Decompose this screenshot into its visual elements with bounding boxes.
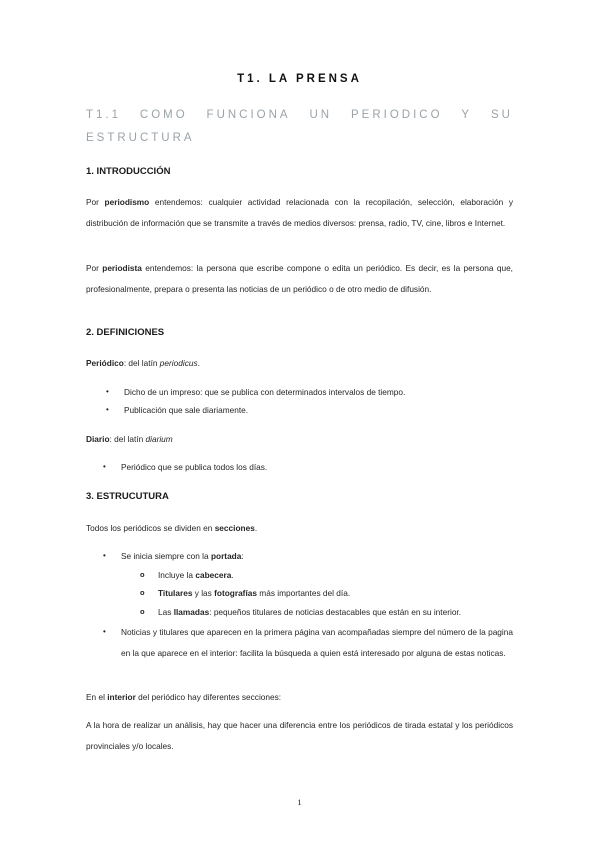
term-titulares: Titulares xyxy=(158,588,193,598)
section-heading-definiciones: 2. DEFINICIONES xyxy=(86,327,165,338)
text-run: : pequeños titulares de noticias destacables que están en su interior. xyxy=(209,607,462,617)
paragraph-periodismo xyxy=(86,192,513,234)
term-interior: interior xyxy=(107,692,136,702)
subtitle-word: SU xyxy=(490,109,513,121)
sub-list-item-titulares xyxy=(158,588,350,598)
text-run: : xyxy=(241,551,244,561)
term-llamadas: llamadas xyxy=(173,607,210,617)
subtitle-word: Y xyxy=(461,109,473,121)
section-heading-introduccion: 1. INTRODUCCIÓN xyxy=(86,166,171,177)
bullet-icon: • xyxy=(106,405,109,414)
definition-diario xyxy=(86,434,173,444)
page-number: 1 xyxy=(297,797,302,807)
text-run: entendemos: cualquier actividad relacionada con la recopilación, selección, elaboración y distribución de información que se transmite a través de medios diversos: prensa, radio, TV, cine, libros e Internet. xyxy=(86,197,513,228)
paragraph-secciones xyxy=(86,523,257,533)
term-portada: portada xyxy=(210,551,242,561)
subtitle-line-1 xyxy=(86,109,513,121)
text-run: Incluye la xyxy=(158,570,196,580)
sub-list-item-llamadas xyxy=(158,607,461,617)
text-run: Por xyxy=(86,197,105,207)
list-item: Publicación que sale diariamente. xyxy=(124,405,249,415)
circle-bullet-icon: o xyxy=(140,570,145,579)
text-run: En el xyxy=(86,692,108,702)
text-run: : del latín xyxy=(109,434,146,444)
bullet-icon: • xyxy=(103,551,106,560)
text-run: del periódico hay diferentes secciones: xyxy=(135,692,282,702)
term-diario: Diario xyxy=(86,434,110,444)
paragraph-analisis: A la hora de realizar un análisis, hay que hacer una diferencia entre los periódicos de tirada estatal y los periódicos provinciales y/o locales. xyxy=(86,720,513,751)
term-periodismo: periodismo xyxy=(104,197,150,207)
paragraph-interior xyxy=(86,692,281,702)
latin-term: periodicus xyxy=(159,358,198,368)
list-item-noticias: Noticias y titulares que aparecen en la primera página van acompañadas siempre del número de la pagina en la que aparece en el interior: facilita la búsqueda a quien está interesado por alguna de estas noticas. xyxy=(121,627,513,658)
subtitle-word: PERIODICO xyxy=(350,109,443,121)
subtitle-word: T1.1 xyxy=(86,109,122,121)
page-title: T1. LA PRENSA xyxy=(237,73,362,85)
list-item-portada xyxy=(121,551,244,561)
text-run: Se inicia siempre con la xyxy=(121,551,211,561)
term-cabecera: cabecera xyxy=(195,570,232,580)
text-run: Las xyxy=(158,607,174,617)
circle-bullet-icon: o xyxy=(140,607,145,616)
text-run: : del latín xyxy=(123,358,160,368)
subtitle-word: COMO xyxy=(139,109,188,121)
bullet-icon: • xyxy=(106,387,109,396)
text-run: Por xyxy=(86,263,103,273)
definition-periodico xyxy=(86,358,200,368)
text-run: más importantes del día. xyxy=(256,588,351,598)
text-run: . xyxy=(254,523,258,533)
sub-list-item-cabecera xyxy=(158,570,234,580)
bullet-icon: • xyxy=(103,627,106,636)
text-run: entendemos: la persona que escribe compone o edita un periódico. Es decir, es la persona que, profesionalmente, prepara o presenta las noticias de un periódico o de otro medio de difusión. xyxy=(86,263,513,294)
term-secciones: secciones xyxy=(214,523,255,533)
term-fotografias: fotografías xyxy=(214,588,257,598)
bullet-icon: • xyxy=(103,462,106,471)
text-run: y las xyxy=(192,588,215,598)
list-item: Dicho de un impreso: que se publica con determinados intervalos de tiempo. xyxy=(124,387,406,397)
subtitle-line-2: ESTRUCTURA xyxy=(86,132,195,144)
latin-term: diarium xyxy=(145,434,173,444)
term-periodista: periodista xyxy=(102,263,142,273)
subtitle-word: FUNCIONA xyxy=(206,109,291,121)
paragraph-periodista xyxy=(86,258,513,300)
text-run: . xyxy=(197,358,200,368)
section-heading-estructura: 3. ESTRUCUTURA xyxy=(86,491,169,502)
term-periodico: Periódico xyxy=(86,358,124,368)
text-run: . xyxy=(231,570,234,580)
text-run: Todos los periódicos se dividen en xyxy=(86,523,215,533)
circle-bullet-icon: o xyxy=(140,588,145,597)
list-item: Periódico que se publica todos los días. xyxy=(121,462,268,472)
subtitle-word: UN xyxy=(309,109,333,121)
